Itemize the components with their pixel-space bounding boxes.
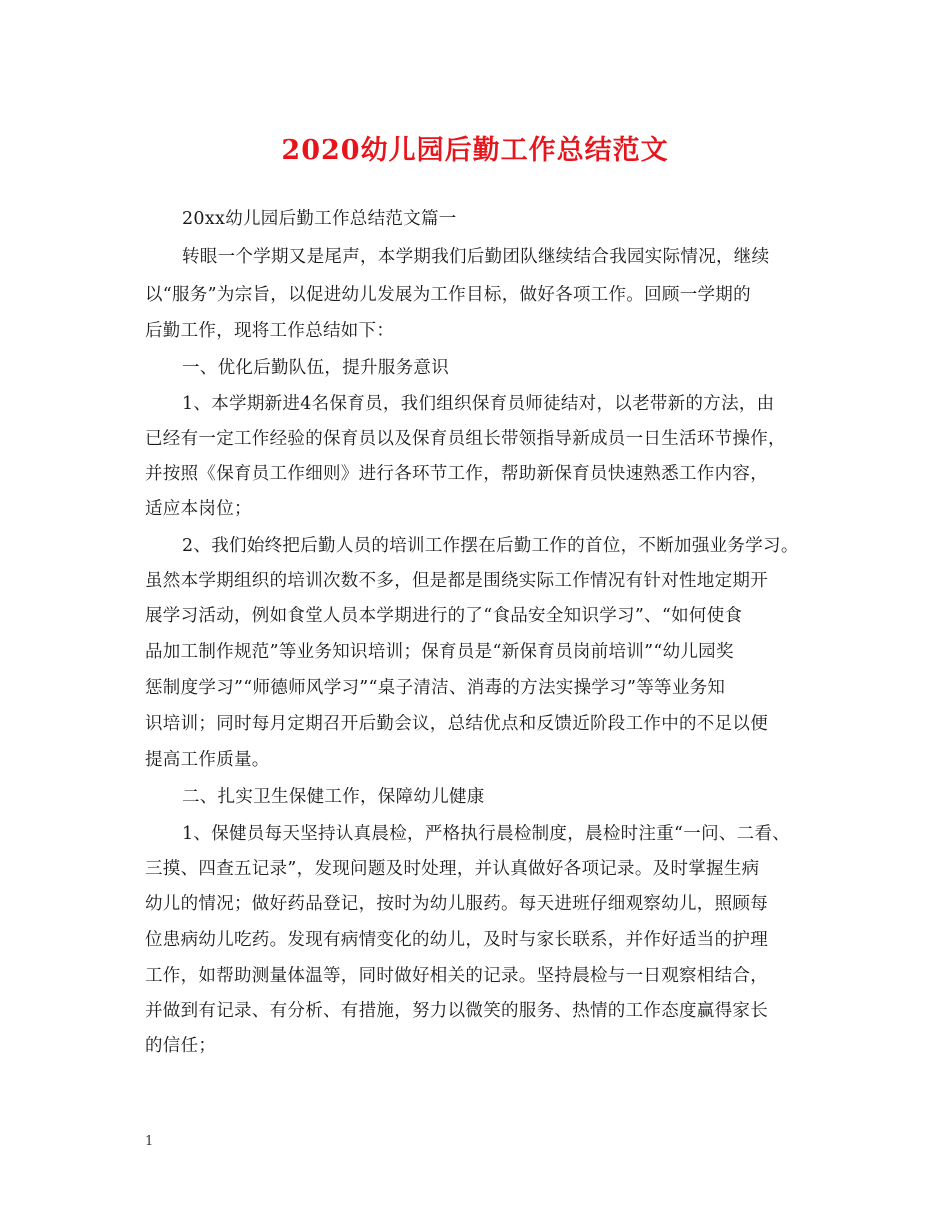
text-line: 的信任； bbox=[145, 1036, 217, 1056]
page-number: 1 bbox=[145, 1134, 154, 1149]
text-line: 20xx幼儿园后勤工作总结范文篇一 bbox=[182, 209, 457, 229]
text-line: 适应本岗位； bbox=[145, 499, 252, 519]
text-line: 并做到有记录、有分析、有措施，努力以微笑的服务、热情的工作态度赢得家长 bbox=[145, 1001, 768, 1021]
text-line: 提高工作质量。 bbox=[145, 750, 270, 770]
text-line: 并按照《保育员工作细则》进行各环节工作，帮助新保育员快速熟悉工作内容， bbox=[145, 464, 768, 484]
text-line: 展学习活动，例如食堂人员本学期进行的了“食品安全知识学习”、“如何使食 bbox=[145, 606, 743, 626]
text-line: 三摸、四查五记录”，发现问题及时处理，并认真做好各项记录。及时掌握生病 bbox=[145, 859, 760, 879]
text-line: 幼儿的情况；做好药品登记，按时为幼儿服药。每天进班仔细观察幼儿，照顾每 bbox=[145, 894, 768, 914]
text-line: 品加工制作规范”等业务知识培训；保育员是“新保育员岗前培训”“幼儿园奖 bbox=[145, 642, 734, 662]
text-line: 1、保健员每天坚持认真晨检，严格执行晨检制度，晨检时注重“一问、二看、 bbox=[182, 824, 791, 844]
text-line: 识培训；同时每月定期召开后勤会议，总结优点和反馈近阶段工作中的不足以便 bbox=[145, 714, 768, 734]
text-line: 一、优化后勤队伍，提升服务意识 bbox=[182, 358, 449, 378]
text-line: 转眼一个学期又是尾声，本学期我们后勤团队继续结合我园实际情况，继续 bbox=[182, 247, 770, 267]
text-line: 1、本学期新进4名保育员，我们组织保育员师徒结对，以老带新的方法，由 bbox=[182, 394, 775, 414]
text-line: 已经有一定工作经验的保育员以及保育员组长带领指导新成员一日生活环节操作， bbox=[145, 429, 786, 449]
document-title: 2020幼儿园后勤工作总结范文 bbox=[281, 135, 669, 166]
text-line: 二、扎实卫生保健工作，保障幼儿健康 bbox=[182, 787, 485, 807]
text-line: 2、我们始终把后勤人员的培训工作摆在后勤工作的首位，不断加强业务学习。 bbox=[182, 536, 799, 556]
text-line: 虽然本学期组织的培训次数不多，但是都是围绕实际工作情况有针对性地定期开 bbox=[145, 571, 768, 591]
text-line: 惩制度学习”“师德师风学习”“桌子清洁、消毒的方法实操学习”等等业务知 bbox=[145, 678, 726, 698]
text-line: 位患病幼儿吃药。发现有病情变化的幼儿，及时与家长联系，并作好适当的护理 bbox=[145, 930, 768, 950]
text-line: 后勤工作，现将工作总结如下： bbox=[145, 321, 395, 341]
text-line: 工作，如帮助测量体温等，同时做好相关的记录。坚持晨检与一日观察相结合， bbox=[145, 966, 768, 986]
text-line: 以“服务”为宗旨，以促进幼儿发展为工作目标，做好各项工作。回顾一学期的 bbox=[145, 285, 751, 305]
